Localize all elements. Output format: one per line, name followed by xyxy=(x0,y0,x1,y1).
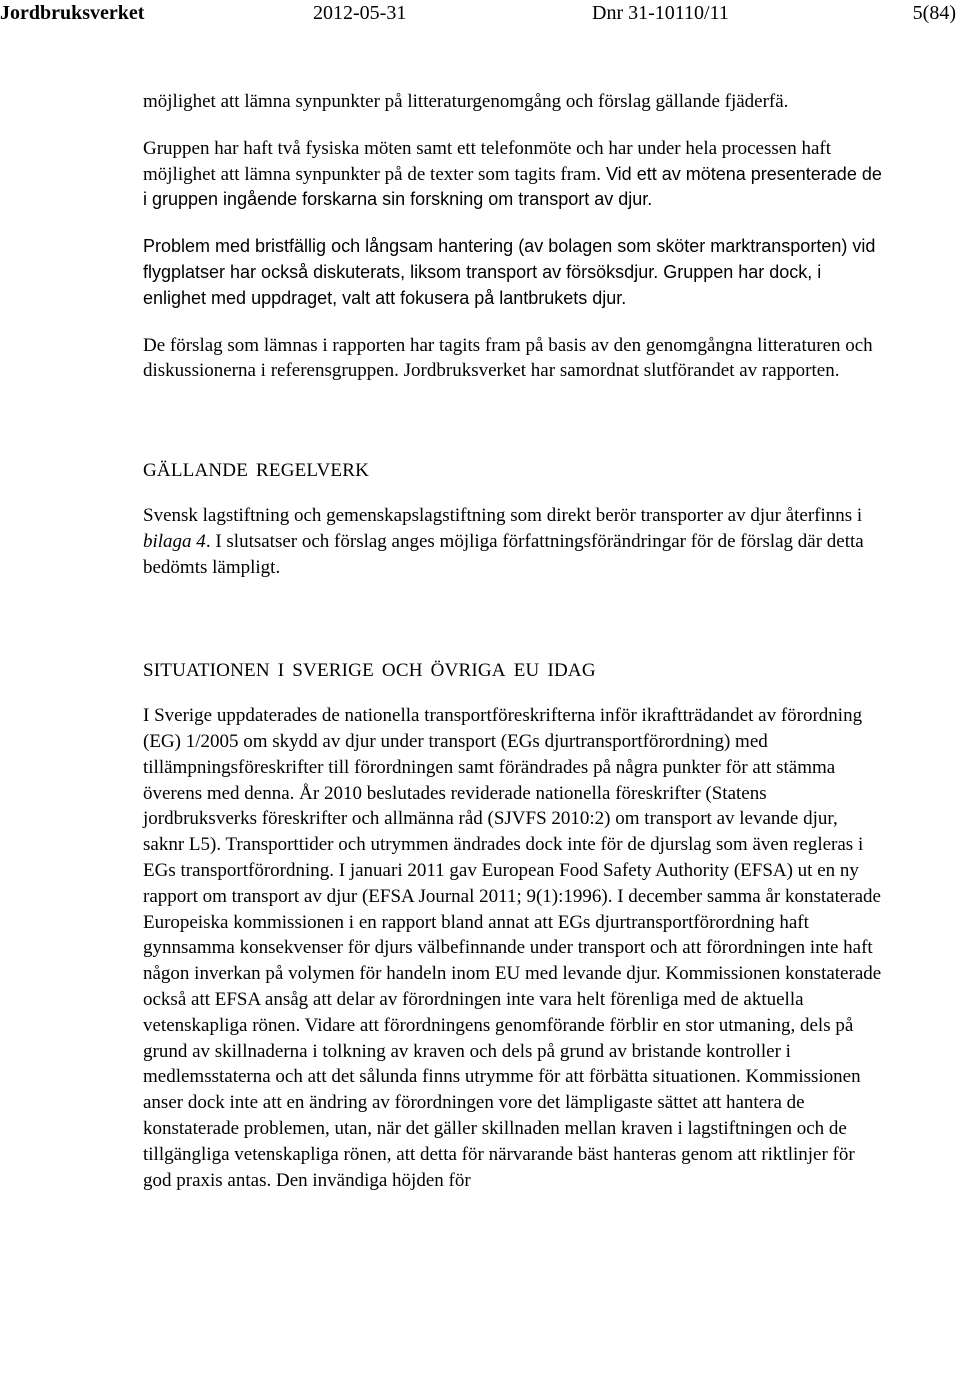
appendix-reference: bilaga 4 xyxy=(143,530,206,552)
heading-word: IDAG xyxy=(547,660,596,682)
document-date: 2012-05-31 xyxy=(313,2,407,24)
paragraph-regulations xyxy=(143,503,883,580)
page-header xyxy=(0,0,960,26)
heading-word: REGELVERK xyxy=(256,460,370,482)
paragraph-feedback: möjlighet att lämna synpunkter på litteraturgenomgång och förslag gällande fjäderfä. xyxy=(143,91,789,112)
paragraph-meetings-serif: Gruppen har haft två fysiska möten samt ett telefonmöte och har under hela processen haft möjlighet att lämna synpunkter på de texter som tagits fram. xyxy=(143,137,831,185)
heading-word: ÖVRIGA xyxy=(430,660,506,682)
paragraph-meetings xyxy=(143,136,883,213)
paragraph-handling xyxy=(143,234,883,311)
heading-situation xyxy=(143,658,883,684)
heading-word: SITUATIONEN xyxy=(143,660,270,682)
heading-word: EU xyxy=(513,660,540,682)
reference-number: Dnr 31-10110/11 xyxy=(592,2,729,24)
heading-word: OCH xyxy=(381,660,423,682)
heading-word: I xyxy=(277,660,285,682)
paragraph-proposals: De förslag som lämnas i rapporten har tagits fram på basis av den genomgångna litteraturen och diskussionerna i referensgruppen. Jordbruksverket har samordnat slutförandet av rapporten. xyxy=(143,334,873,382)
document-body xyxy=(143,89,883,1193)
paragraph-situation: I Sverige uppdaterades de nationella transportföreskrifterna inför ikraftträdandet av förordning (EG) 1/2005 om skydd av djur under transport (EGs djurtransportförordning) med tillämpningsföreskrifter till förordningen samt förändrades på några punkter för att stämma överens med denna. År 2010 beslutades reviderade nationella föreskrifter (Statens jordbruksverks föreskrifter och allmänna råd (SJVFS 2010:2) om transport av levande djur, saknr L5). Transporttider och utrymmen ändrades dock inte för de djurslag som även regleras i EGs transportförordning. I januari 2011 gav European Food Safety Authority (EFSA) ut en ny rapport om transport av djur (EFSA Journal 2011; 9(1):1996). I december samma år konstaterade Europeiska kommissionen i en rapport bland annat att EGs djurtransportförordning haft gynnsamma konsekvenser för djurs välbefinnande under transport och att förordningen inte haft någon inverkan på volymen för handeln inom EU med levande djur. Kommissionen konstaterade också att EFSA ansåg att delar av förordningen inte vara helt förenliga med de aktuella vetenskapliga rönen. Vidare att förordningens genomförande förblir en stor utmaning, dels på grund av skillnaderna i tolkning av kraven och dels på grund av bristande kontroller i medlemsstaterna och att det sålunda finns utrymme för att förbätta situationen. Kommissionen anser dock inte att en ändring av förordningen vore det lämpligaste sättet att hantera de konstaterade problemen, utan, när det gäller skillnaden mellan kraven i lagstiftningen och de tillgängliga vetenskapliga rönen, att detta för närvarande bäst hanteras genom att riktlinjer för god praxis antas. Den invändiga höjden för xyxy=(143,705,882,1191)
heading-current-regulations xyxy=(143,458,883,484)
regulations-text-after: . I slutsatser och förslag anges möjliga författningsförändringar för de förslag där detta bedömts lämpligt. xyxy=(143,530,864,578)
page-number: 5(84) xyxy=(912,2,956,24)
regulations-text-before: Svensk lagstiftning och gemenskapslagstiftning som direkt berör transporter av djur återfinns i xyxy=(143,504,863,526)
paragraph-handling-text: Problem med bristfällig och långsam hantering (av bolagen som sköter marktransporten) vid flygplatser har också diskuterats, liksom transport av försöksdjur. Gruppen har dock, i enlighet med uppdraget, valt att fokusera på lantbrukets djur. xyxy=(143,236,876,308)
paragraph-meetings-sans: Vid ett av mötena presenterade de i gruppen ingående forskarna sin forskning om transport av djur. xyxy=(143,163,882,210)
heading-word: SVERIGE xyxy=(292,660,374,682)
heading-word: GÄLLANDE xyxy=(143,460,249,482)
organization-name: Jordbruksverket xyxy=(0,2,145,24)
